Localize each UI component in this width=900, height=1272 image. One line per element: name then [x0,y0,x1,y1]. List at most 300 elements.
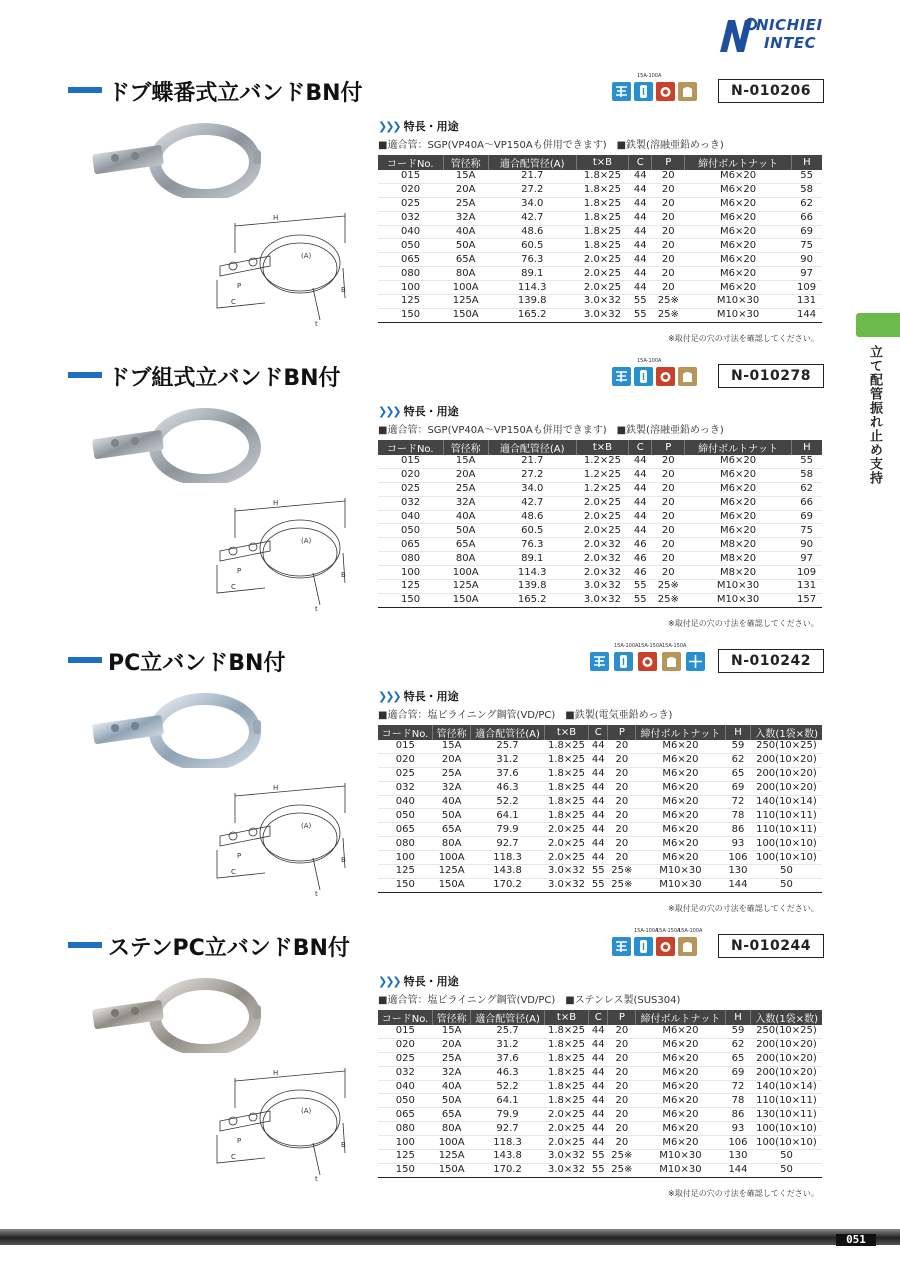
table-row [378,1122,822,1136]
product-photo [85,118,275,198]
table-cell: M8×20 [685,552,791,566]
table-cell: 100A [443,281,488,295]
table-cell: 20 [652,538,685,552]
table-cell: 20A [433,1038,471,1052]
table-cell: 55 [791,455,822,468]
icon-caption: 15A-100A [678,928,703,934]
cross-arrows-icon [686,652,705,671]
table-cell: 44 [629,281,652,295]
table-cell: 1.8×25 [544,1038,588,1052]
table-cell: 20 [652,253,685,267]
table-cell: 150 [378,878,433,892]
table-cell: 1.8×25 [576,239,629,253]
table-cell: 1.8×25 [544,740,588,753]
table-cell: 86 [725,823,751,837]
table-row [378,566,822,580]
table-cell: 250(10×25) [751,740,822,753]
dim-label-t: t [315,1175,318,1183]
table-cell: 20 [608,795,636,809]
table-header-row [378,1010,822,1025]
dim-label-c: C [231,583,236,591]
table-row [378,225,822,239]
table-cell: 44 [629,170,652,183]
dim-label-h: H [273,214,279,222]
table-cell: 20A [433,753,471,767]
table-cell: 27.2 [488,468,576,482]
dimension-diagram [205,493,355,613]
table-cell: 2.0×25 [576,253,629,267]
table-cell: 065 [378,1108,433,1122]
table-cell: 59 [725,740,751,753]
table-cell: 20A [443,183,488,197]
table-cell: 65A [433,1108,471,1122]
bag-icon [678,82,697,101]
table-cell: 050 [378,239,443,253]
table-cell: 79.9 [471,823,545,837]
dim-label-b: B [341,571,346,579]
column-header: 適合配管径(A) [488,155,576,170]
table-cell: 75 [791,524,822,538]
features-heading [378,688,459,704]
table-cell: 32A [443,496,488,510]
footer-band [0,1229,900,1245]
table-cell: M6×20 [685,455,791,468]
table-row [378,781,822,795]
table-cell: 44 [629,482,652,496]
table-cell: 40A [433,1080,471,1094]
table-cell: 3.0×32 [576,295,629,309]
table-cell: 165.2 [488,593,576,607]
table-cell: M6×20 [685,225,791,239]
table-cell: 040 [378,225,443,239]
table-cell: 32A [443,211,488,225]
table-row [378,809,822,823]
table-cell: 44 [589,809,608,823]
table-cell: 48.6 [488,510,576,524]
table-cell: 200(10×20) [751,1052,822,1066]
table-cell: 25※ [652,308,685,322]
table-cell: 89.1 [488,552,576,566]
features-heading-text: 特長・用途 [403,405,459,418]
table-cell: M6×20 [685,170,791,183]
table-cell: 55 [791,170,822,183]
table-cell: 139.8 [488,580,576,594]
column-header: 締付ボルトナット [636,1010,725,1025]
table-cell: 20 [652,524,685,538]
brand-line1: NICHIEI [756,16,823,34]
table-cell: 27.2 [488,183,576,197]
table-cell: 44 [629,239,652,253]
bolt-icon [634,367,653,386]
table-cell: 040 [378,795,433,809]
table-cell: 20A [443,468,488,482]
table-cell: 125A [443,295,488,309]
table-cell: 55 [589,865,608,879]
section-accent-bar [68,87,102,93]
table-cell: 131 [791,295,822,309]
table-row [378,1163,822,1177]
table-row [378,211,822,225]
table-cell: M6×20 [636,1080,725,1094]
table-cell: 80A [443,267,488,281]
table-cell: 20 [608,1052,636,1066]
table-cell: 020 [378,1038,433,1052]
table-cell: M6×20 [636,1108,725,1122]
dim-label-t: t [315,605,318,613]
table-cell: 20 [608,1066,636,1080]
table-cell: 20 [652,239,685,253]
category-side-label: 立て配管振れ止め支持 [867,345,882,485]
table-cell: 2.0×25 [544,1122,588,1136]
column-header: 締付ボルトナット [685,440,791,455]
table-cell: 62 [791,197,822,211]
table-cell: 3.0×32 [544,865,588,879]
column-header: H [791,155,822,170]
table-cell: 2.0×32 [576,552,629,566]
column-header: 入数(1袋×数) [751,1010,822,1025]
table-cell: 62 [725,753,751,767]
table-row [378,455,822,468]
table-cell: 20 [652,170,685,183]
table-cell: 62 [791,482,822,496]
table-cell: 250(10×25) [751,1025,822,1038]
table-cell: 3.0×32 [576,580,629,594]
table-cell: 2.0×25 [576,281,629,295]
table-cell: 65 [725,1052,751,1066]
table-cell: 15A [433,1025,471,1038]
table-cell: 130 [725,1150,751,1164]
table-cell: 20 [608,1038,636,1052]
table-cell: 032 [378,1066,433,1080]
table-cell: 150A [433,1163,471,1177]
table-cell: 44 [589,1094,608,1108]
table-cell: 44 [629,510,652,524]
column-header: t×B [544,725,588,740]
table-cell: 125 [378,1150,433,1164]
table-cell: 20 [652,482,685,496]
features-heading [378,403,459,419]
table-cell: M6×20 [636,837,725,851]
table-cell: 3.0×32 [576,593,629,607]
table-cell: 90 [791,538,822,552]
icon-caption: 15A-150A [638,643,663,649]
table-cell: 40A [443,510,488,524]
table-cell: 44 [629,211,652,225]
table-cell: M6×20 [636,753,725,767]
table-row [378,482,822,496]
table-cell: 080 [378,1122,433,1136]
table-cell: 65A [433,823,471,837]
table-cell: 78 [725,809,751,823]
table-cell: 165.2 [488,308,576,322]
column-header: C [589,725,608,740]
table-cell: 140(10×14) [751,1080,822,1094]
table-cell: M8×20 [685,566,791,580]
table-row [378,468,822,482]
table-cell: 110(10×11) [751,1094,822,1108]
table-cell: 75 [791,239,822,253]
table-row [378,253,822,267]
product-photo [85,973,275,1053]
table-cell: 55 [629,295,652,309]
table-row [378,170,822,183]
table-cell: 46.3 [471,1066,545,1080]
table-cell: M6×20 [636,1122,725,1136]
table-cell: 2.0×25 [544,837,588,851]
table-row [378,510,822,524]
table-cell: 20 [652,211,685,225]
table-cell: 157 [791,593,822,607]
dim-label-a: (A) [301,537,312,545]
table-cell: 15A [443,170,488,183]
table-cell: 050 [378,524,443,538]
column-header: 適合配管径(A) [471,725,545,740]
table-cell: 1.8×25 [576,170,629,183]
table-cell: 109 [791,281,822,295]
table-cell: 65A [443,253,488,267]
table-cell: 025 [378,482,443,496]
table-cell: 44 [589,837,608,851]
table-row [378,1108,822,1122]
bolt-icon [614,652,633,671]
construction-icon [590,652,609,671]
table-cell: 20 [652,552,685,566]
product-code: N-010206 [718,79,824,103]
table-cell: 44 [589,1136,608,1150]
table-cell: M6×20 [636,809,725,823]
table-cell: 050 [378,1094,433,1108]
column-header: コードNo. [378,725,433,740]
table-cell: 60.5 [488,524,576,538]
table-cell: 100A [433,851,471,865]
construction-icon [612,937,631,956]
table-cell: 92.7 [471,1122,545,1136]
fire-icon [638,652,657,671]
product-code: N-010242 [718,649,824,673]
table-cell: 015 [378,455,443,468]
table-cell: 79.9 [471,1108,545,1122]
table-cell: 46 [629,552,652,566]
table-cell: 106 [725,1136,751,1150]
table-cell: 80A [443,552,488,566]
table-cell: 170.2 [471,878,545,892]
dim-label-c: C [231,298,236,306]
features-heading [378,973,459,989]
table-row [378,239,822,253]
fire-icon [656,82,675,101]
table-cell: M6×20 [685,253,791,267]
bolt-icon [634,937,653,956]
table-cell: 20 [652,197,685,211]
table-cell: M6×20 [685,468,791,482]
product-description: ■適合管：SGP(VP40A～VP150Aも併用できます) ■鉄製(溶融亜鉛めっき) [378,140,724,151]
table-cell: 40A [433,795,471,809]
table-cell: M6×20 [685,524,791,538]
section-accent-bar [68,372,102,378]
table-cell: 032 [378,496,443,510]
table-row [378,281,822,295]
table-cell: 080 [378,552,443,566]
table-cell: 44 [629,524,652,538]
table-cell: 065 [378,823,433,837]
table-cell: 1.8×25 [544,1025,588,1038]
table-row [378,1025,822,1038]
table-cell: 15A [433,740,471,753]
table-cell: 118.3 [471,851,545,865]
table-cell: 150 [378,593,443,607]
table-cell: 150A [433,878,471,892]
footnote: ※取付足の穴の寸法を確認してください。 [668,904,819,913]
table-cell: 032 [378,781,433,795]
table-cell: 170.2 [471,1163,545,1177]
table-cell: 143.8 [471,1150,545,1164]
table-cell: 032 [378,211,443,225]
table-cell: 44 [589,1066,608,1080]
table-cell: 150 [378,308,443,322]
fire-icon [656,937,675,956]
table-row [378,865,822,879]
table-cell: 3.0×32 [544,1150,588,1164]
table-cell: 76.3 [488,538,576,552]
table-cell: 50 [751,865,822,879]
table-cell: 110(10×11) [751,823,822,837]
table-cell: 52.2 [471,1080,545,1094]
table-cell: 20 [608,740,636,753]
table-cell: 69 [725,1066,751,1080]
table-cell: 25※ [608,1150,636,1164]
table-cell: 3.0×32 [544,878,588,892]
table-cell: 100 [378,281,443,295]
table-cell: 1.8×25 [544,1052,588,1066]
dim-label-a: (A) [301,252,312,260]
table-cell: 020 [378,183,443,197]
table-cell: 25A [443,197,488,211]
spec-table [378,155,822,323]
dim-label-h: H [273,1069,279,1077]
table-cell: 109 [791,566,822,580]
table-cell: 20 [608,837,636,851]
column-header: コードNo. [378,440,443,455]
table-cell: 44 [629,183,652,197]
table-row [378,823,822,837]
table-cell: M6×20 [636,1038,725,1052]
product-description: ■適合管：塩ビライニング鋼管(VD/PC) ■ステンレス製(SUS304) [378,995,681,1006]
product-title: PC立バンドBN付 [108,651,286,676]
table-cell: 25※ [652,295,685,309]
table-cell: 65A [443,538,488,552]
table-cell: 2.0×32 [576,538,629,552]
table-cell: 200(10×20) [751,1066,822,1080]
table-cell: 100A [433,1136,471,1150]
table-cell: 44 [629,197,652,211]
table-cell: 050 [378,809,433,823]
table-row [378,308,822,322]
table-cell: M6×20 [636,1066,725,1080]
table-cell: 32A [433,1066,471,1080]
brand-line2: INTEC [764,34,817,52]
table-cell: M6×20 [685,482,791,496]
table-cell: M6×20 [636,1025,725,1038]
table-cell: 065 [378,538,443,552]
table-cell: 55 [629,580,652,594]
table-cell: 97 [791,267,822,281]
footnote: ※取付足の穴の寸法を確認してください。 [668,1189,819,1198]
table-cell: 50A [443,524,488,538]
table-cell: 20 [652,183,685,197]
table-cell: 2.0×32 [576,566,629,580]
table-cell: M6×20 [685,183,791,197]
table-cell: M10×30 [636,878,725,892]
column-header: t×B [576,440,629,455]
table-cell: 1.8×25 [544,753,588,767]
product-title: ステンPC立バンドBN付 [108,936,350,961]
table-cell: M8×20 [685,538,791,552]
table-cell: 20 [608,851,636,865]
table-cell: M10×30 [636,865,725,879]
column-header: t×B [576,155,629,170]
bag-icon [678,937,697,956]
table-cell: M10×30 [685,593,791,607]
table-cell: 1.8×25 [544,809,588,823]
table-cell: 080 [378,267,443,281]
table-cell: 93 [725,837,751,851]
table-cell: 100(10×10) [751,851,822,865]
column-header: コードNo. [378,1010,433,1025]
table-cell: 25※ [608,878,636,892]
table-cell: 200(10×20) [751,1038,822,1052]
table-cell: 20 [608,823,636,837]
table-cell: 150A [443,593,488,607]
table-cell: 139.8 [488,295,576,309]
table-cell: 62 [725,1038,751,1052]
table-cell: 110(10×11) [751,809,822,823]
column-header: 締付ボルトナット [685,155,791,170]
table-row [378,1136,822,1150]
product-title: ドブ組式立バンドBN付 [108,366,341,391]
table-cell: 69 [791,510,822,524]
table-header-row [378,440,822,455]
features-heading-text: 特長・用途 [403,975,459,988]
column-header: 管径称 [433,1010,471,1025]
column-header: C [629,440,652,455]
table-cell: 46 [629,538,652,552]
table-header-row [378,725,822,740]
spec-table [378,1010,822,1178]
product-title: ドブ蝶番式立バンドBN付 [108,81,363,106]
table-cell: M6×20 [636,795,725,809]
table-cell: 25A [433,1052,471,1066]
table-cell: M6×20 [636,1094,725,1108]
table-cell: 144 [725,1163,751,1177]
table-cell: 46.3 [471,781,545,795]
table-cell: M6×20 [636,781,725,795]
table-row [378,1038,822,1052]
table-cell: 20 [652,566,685,580]
table-cell: 31.2 [471,1038,545,1052]
table-cell: 55 [589,1163,608,1177]
table-cell: 144 [725,878,751,892]
table-cell: 100 [378,1136,433,1150]
brand-mark-icon [718,16,758,54]
table-cell: 44 [589,781,608,795]
table-cell: 50A [433,809,471,823]
table-cell: 1.8×25 [544,781,588,795]
table-cell: 93 [725,1122,751,1136]
table-row [378,552,822,566]
table-cell: 025 [378,197,443,211]
dim-label-b: B [341,286,346,294]
table-cell: 50A [443,239,488,253]
